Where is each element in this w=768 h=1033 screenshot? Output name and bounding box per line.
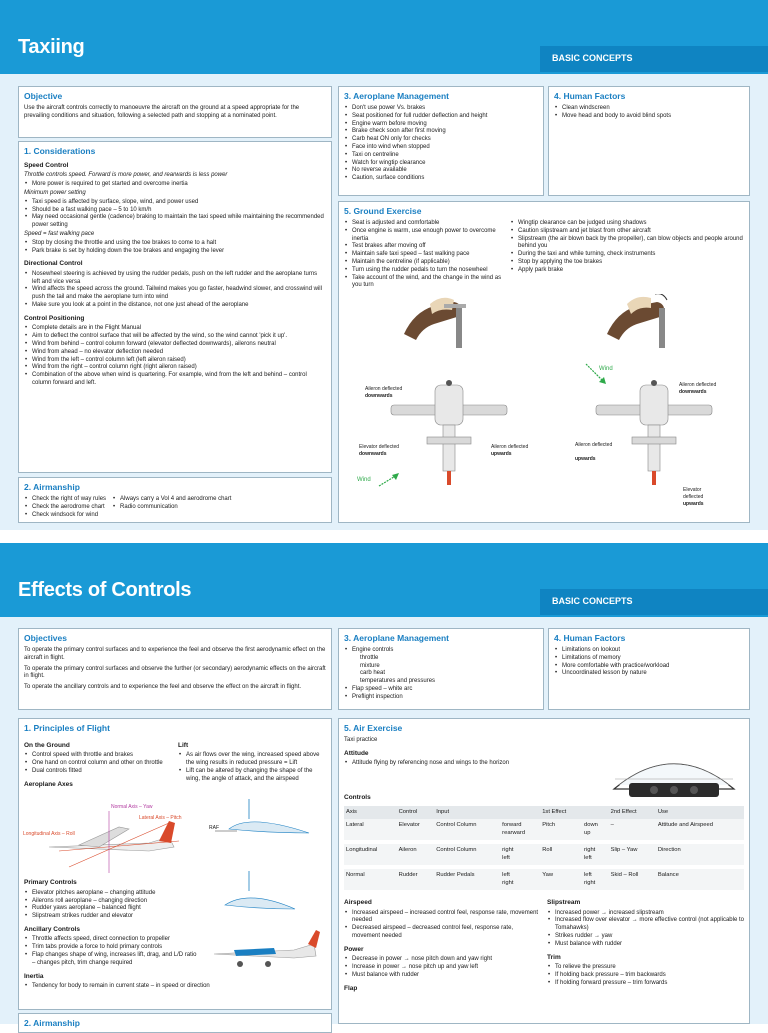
- list-item: • Flap changes shape of wing, increases lift, drag, and L/D ratio – changes pitch, trim change required: [24, 952, 199, 968]
- list-item: • Wind from the right – control column right (right aileron raised): [24, 364, 326, 372]
- human-factors-heading: 4. Human Factors: [554, 633, 626, 643]
- foot-pedal-illustration-left: [394, 294, 484, 354]
- aileron-label: upwards: [575, 456, 596, 462]
- airmanship-box: [18, 1013, 332, 1033]
- list-item: • If holding forward pressure – trim forwards: [547, 980, 744, 988]
- list-item: • Lift can be altered by changing the shape of the wing, the angle of attack, and the airspeed: [178, 768, 326, 784]
- list-item: • Check the right of way rules: [24, 496, 106, 504]
- list-item: • Taxi speed is affected by surface, slope, wind, and power used: [24, 199, 326, 207]
- air-exercise-box: [338, 718, 750, 1024]
- list-item: • Tendency for body to remain in current state – in speed or direction: [24, 983, 326, 991]
- list-item: mixture: [360, 662, 380, 669]
- table-cell: left right: [500, 867, 540, 892]
- taxiing-banner: [0, 0, 768, 74]
- ground-exercise-heading: 5. Ground Exercise: [344, 206, 422, 216]
- airspeed-heading: Airspeed: [344, 899, 372, 907]
- list-item: • May need occasional gentle (cadence) braking to maintain the taxi speed while maintaining the recommended power setting: [24, 214, 326, 230]
- aeroplane-management-heading: 3. Aeroplane Management: [344, 633, 450, 643]
- table-cell: Rudder Pedals: [434, 867, 500, 892]
- taxi-practice: Taxi practice: [344, 737, 378, 744]
- objective-box: [18, 86, 332, 138]
- table-cell: right left: [582, 842, 609, 867]
- aileron-label: Aileron deflected: [491, 444, 529, 450]
- airmanship-heading: 2. Airmanship: [24, 1018, 80, 1028]
- table-row: [344, 842, 744, 867]
- list-item: • Increased power → increased slipstream: [547, 910, 744, 918]
- list-item: • Stop by closing the throttle and using the toe brakes to come to a halt: [24, 240, 326, 248]
- list-item: • Seat positioned for full rudder deflection and height: [344, 113, 538, 121]
- list-item: • One hand on control column and other on throttle: [24, 760, 172, 768]
- table-cell: forward rearward: [500, 819, 540, 842]
- wind-arrow-icon: [377, 472, 401, 488]
- ground-heading: On the Ground: [24, 742, 70, 750]
- list-item: • Test brakes after moving off: [344, 243, 504, 251]
- aircraft-side-illustration: [204, 924, 324, 974]
- raf-label: RAF: [209, 825, 219, 831]
- list-item: • Combination of the above when wind is quartering. For example, wind from the left and behind – control column forward and left.: [24, 372, 326, 388]
- list-item: • Wind from behind – control column forward (elevator deflected downwards), ailerons neutral: [24, 341, 326, 349]
- list-item: • Limitations of memory: [554, 655, 744, 663]
- aileron-label: Aileron deflected: [365, 386, 403, 392]
- axis-label: Normal Axis – Yaw: [111, 804, 153, 810]
- aileron-label: upwards: [491, 451, 512, 457]
- list-item: • Must balance with rudder: [547, 941, 744, 949]
- table-cell: Slip – Yaw: [609, 842, 656, 867]
- list-item: • Maintain the centreline (if applicable): [344, 259, 504, 267]
- list-item: • Wind from ahead – no elevator deflection needed: [24, 349, 326, 357]
- table-header: [500, 806, 540, 820]
- list-item: • Engine controls: [344, 647, 538, 655]
- list-item: • Increase in power → nose pitch up and yaw left: [344, 964, 541, 972]
- controls-table: [344, 806, 744, 895]
- table-cell: Normal: [344, 867, 397, 892]
- axis-label: Longitudinal Axis – Roll: [23, 831, 75, 837]
- elevator-label: deflected: [683, 494, 704, 500]
- attitude-heading: Attitude: [344, 749, 369, 757]
- table-cell: Control Column: [434, 842, 500, 867]
- speed-note: Throttle controls speed. Forward is more power, and rearwards is less power: [24, 172, 228, 179]
- aileron-label: downwards: [679, 389, 707, 395]
- list-item: • Rudder yaws aeroplane – balanced flight: [24, 905, 204, 913]
- list-item: • Wingtip clearance can be judged using shadows: [510, 220, 744, 228]
- list-item: • Make sure you look at a point in the distance, not one just ahead of the aeroplane: [24, 302, 326, 310]
- table-cell: Attitude and Airspeed: [656, 819, 744, 842]
- list-item: • Take account of the wind, and the change in the wind as you turn: [344, 275, 504, 291]
- list-item: • Apply park brake: [510, 267, 744, 275]
- aeroplane-management-heading: 3. Aeroplane Management: [344, 91, 450, 101]
- airfoil-illustration: [209, 799, 319, 849]
- list-item: • Decreased airspeed – decreased control feel, response rate, movement needed: [344, 925, 541, 941]
- table-row: [344, 867, 744, 892]
- table-header: Input: [434, 806, 500, 820]
- objective-line: To operate the primary control surfaces and observe the further (or secondary) aerodynamic effects on the aircraft in flight.: [24, 665, 326, 680]
- aileron-label: Aileron deflected: [679, 382, 717, 388]
- aileron-label: Aileron deflected: [575, 442, 613, 448]
- list-item: • Check windsock for wind: [24, 512, 106, 520]
- list-item: • Preflight inspection: [344, 694, 538, 702]
- ancillary-heading: Ancillary Controls: [24, 925, 80, 933]
- cockpit-horizon-illustration: [609, 739, 739, 799]
- primary-heading: Primary Controls: [24, 879, 77, 887]
- section-tag: BASIC CONCEPTS: [540, 46, 768, 72]
- list-item: • Always carry a Vol 4 and aerodrome chart: [112, 496, 231, 504]
- axis-label: Lateral Axis – Pitch: [139, 815, 182, 821]
- table-cell: –: [609, 819, 656, 842]
- list-item: throttle: [360, 654, 379, 661]
- air-exercise-heading: 5. Air Exercise: [344, 723, 403, 733]
- table-header: [582, 806, 609, 820]
- list-item: • Elevator pitches aeroplane – changing attitude: [24, 890, 204, 898]
- list-item: • Brake check soon after first moving: [344, 128, 538, 136]
- list-item: • Uncoordinated lesson by nature: [554, 670, 744, 678]
- list-item: • Aim to deflect the control surface that will be affected by the wind, so the wind cannot 'pick it up'.: [24, 333, 326, 341]
- list-item: • Maintain safe taxi speed – fast walking pace: [344, 251, 504, 259]
- inertia-heading: Inertia: [24, 972, 44, 980]
- table-cell: Rudder: [397, 867, 435, 892]
- human-factors-box: [548, 86, 750, 196]
- list-item: • If holding back pressure – trim backwards: [547, 972, 744, 980]
- table-cell: Lateral: [344, 819, 397, 842]
- list-item: • Should be a fast walking pace – 5 to 10 km/h: [24, 207, 326, 215]
- list-item: • No reverse available: [344, 167, 538, 175]
- list-item: • As air flows over the wing, increased speed above the wing results in reduced pressure = Lift: [178, 752, 326, 768]
- aileron-label: downwards: [365, 393, 393, 399]
- table-cell: Direction: [656, 842, 744, 867]
- list-item: • Slipstream strikes rudder and elevator: [24, 913, 204, 921]
- list-item: • Caution, surface conditions: [344, 175, 538, 183]
- list-item: • Wind from the left – control column left (left aileron raised): [24, 357, 326, 365]
- list-item: • Increased airspeed – increased control feel, response rate, movement needed: [344, 910, 541, 926]
- table-cell: Elevator: [397, 819, 435, 842]
- list-item: • Seat is adjusted and comfortable: [344, 220, 504, 228]
- considerations-box: [18, 141, 332, 473]
- list-item: • Flap speed – white arc: [344, 686, 538, 694]
- table-row: [344, 819, 744, 842]
- aircraft-diagram-left: [389, 377, 509, 487]
- objective-line: To operate the primary control surfaces and to experience the feel and observe the first aerodynamic effect on the aircraft in flight.: [24, 647, 326, 661]
- objective-text: Use the aircraft controls correctly to manoeuvre the aircraft on the ground at a speed appropriate for the prevailing conditions and situation, following a selected path and stopping at a nominated point.: [24, 105, 300, 119]
- list-item: • During the taxi and while turning, check instruments: [510, 251, 744, 259]
- wing-section-illustration: [219, 869, 299, 919]
- table-cell: right left: [500, 842, 540, 867]
- airmanship-heading: 2. Airmanship: [24, 482, 80, 492]
- list-item: • Don't use power Vs. brakes: [344, 105, 538, 113]
- foot-pedal-illustration-right: [597, 294, 687, 354]
- table-header: Axis: [344, 806, 397, 820]
- wind-label: Wind: [357, 477, 371, 483]
- page-title: Taxiing: [18, 36, 85, 58]
- wind-label: Wind: [599, 366, 613, 372]
- aeroplane-management-box: [338, 628, 544, 710]
- list-item: • Must balance with rudder: [344, 972, 541, 980]
- speed-eq: Speed = fast walking pace: [24, 231, 95, 238]
- list-item: • Park brake is set by holding down the toe brakes and engaging the lever: [24, 248, 326, 256]
- list-item: • Limitations on lookout: [554, 647, 744, 655]
- list-item: • Complete details are in the Flight Manual: [24, 325, 326, 333]
- table-header: 1st Effect: [540, 806, 582, 820]
- flap-heading: Flap: [344, 984, 358, 992]
- table-header: Use: [656, 806, 744, 820]
- section-tag: BASIC CONCEPTS: [540, 589, 768, 615]
- lift-heading: Lift: [178, 742, 189, 750]
- list-item: • Decrease in power → nose pitch down and yaw right: [344, 956, 541, 964]
- table-cell: down up: [582, 819, 609, 842]
- human-factors-heading: 4. Human Factors: [554, 91, 626, 101]
- list-item: • More comfortable with practice/workload: [554, 663, 744, 671]
- slipstream-heading: Slipstream: [547, 899, 581, 907]
- list-item: • Engine warm before moving: [344, 121, 538, 129]
- list-item: • Throttle affects speed, direct connection to propeller: [24, 936, 199, 944]
- principles-box: [18, 718, 332, 1010]
- list-item: • Radio communication: [112, 504, 231, 512]
- table-header: Control: [397, 806, 435, 820]
- elevator-label: downwards: [359, 451, 387, 457]
- list-item: temperatures and pressures: [360, 678, 436, 685]
- list-item: • Slipstream (the air blown back by the propeller), can blow objects and people around behind you: [510, 236, 744, 252]
- trim-heading: Trim: [547, 953, 561, 961]
- list-item: carb heat: [360, 670, 386, 677]
- positioning-heading: Control Positioning: [24, 314, 85, 322]
- table-cell: Yaw: [540, 867, 582, 892]
- list-item: • Carb heat ON only for checks: [344, 136, 538, 144]
- table-header: 2nd Effect: [609, 806, 656, 820]
- page-title: Effects of Controls: [18, 579, 192, 601]
- human-factors-box: [548, 628, 750, 710]
- list-item: • Nosewheel steering is achieved by using the rudder pedals, push on the left rudder and the aeroplane turns left and vice versa: [24, 271, 326, 287]
- table-cell: Longitudinal: [344, 842, 397, 867]
- objective-line: To operate the ancillary controls and to experience the feel and observe the effect on the aircraft in flight.: [24, 684, 302, 691]
- principles-heading: 1. Principles of Flight: [24, 723, 110, 733]
- min-power-heading: Minimum power setting: [24, 190, 86, 197]
- elevator-label: upwards: [683, 501, 704, 507]
- table-cell: Roll: [540, 842, 582, 867]
- list-item: • Strikes rudder → yaw: [547, 933, 744, 941]
- list-item: • Turn using the rudder pedals to turn the nosewheel: [344, 267, 504, 275]
- objective-heading: Objective: [24, 91, 63, 101]
- power-heading: Power: [344, 945, 364, 953]
- table-cell: Control Column: [434, 819, 500, 842]
- list-item: • Once engine is warm, use enough power to overcome inertia: [344, 228, 504, 244]
- objectives-heading: Objectives: [24, 633, 67, 643]
- controls-heading: Controls: [344, 794, 371, 802]
- list-item: • Attitude flying by referencing nose and wings to the horizon: [344, 760, 744, 768]
- effects-banner: [0, 543, 768, 617]
- speed-control-heading: Speed Control: [24, 162, 69, 170]
- objectives-box: [18, 628, 332, 710]
- list-item: • Move head and body to avoid blind spots: [554, 113, 744, 121]
- list-item: • Wind affects the speed across the ground. Tailwind makes you go faster, headwind slower, and crosswind will push the tail and make the aeroplane turn into wind: [24, 286, 326, 302]
- list-item: • To relieve the pressure: [547, 964, 744, 972]
- table-cell: Pitch: [540, 819, 582, 842]
- list-item: • Stop by applying the toe brakes: [510, 259, 744, 267]
- airmanship-box: [18, 477, 332, 523]
- list-item: • Dual controls fitted: [24, 768, 172, 776]
- list-item: • Watch for wingtip clearance: [344, 160, 538, 168]
- list-item: • Taxi on centreline: [344, 152, 538, 160]
- elevator-label: Elevator deflected: [359, 444, 400, 450]
- list-item: • Control speed with throttle and brakes: [24, 752, 172, 760]
- ground-exercise-box: [338, 201, 750, 523]
- list-item: • Ailerons roll aeroplane – changing direction: [24, 898, 204, 906]
- list-item: • More power is required to get started and overcome inertia: [24, 181, 326, 189]
- table-header-row: [344, 806, 744, 820]
- list-item: • Trim tabs provide a force to hold primary controls: [24, 944, 199, 952]
- aeroplane-management-box: [338, 86, 544, 196]
- list-item: • Caution slipstream and jet blast from other aircraft: [510, 228, 744, 236]
- table-cell: left right: [582, 867, 609, 892]
- table-cell: Aileron: [397, 842, 435, 867]
- directional-heading: Directional Control: [24, 260, 83, 268]
- list-item: • Increased flow over elevator → more effective control (not applicable to Tomahawks): [547, 917, 744, 933]
- list-item: • Face into wind when stopped: [344, 144, 538, 152]
- considerations-heading: 1. Considerations: [24, 146, 96, 156]
- table-cell: Skid – Roll: [609, 867, 656, 892]
- list-item: • Clean windscreen: [554, 105, 744, 113]
- table-cell: Balance: [656, 867, 744, 892]
- axes-heading: Aeroplane Axes: [24, 780, 73, 788]
- list-item: • Check the aerodrome chart: [24, 504, 106, 512]
- elevator-label: Elevator: [683, 487, 702, 493]
